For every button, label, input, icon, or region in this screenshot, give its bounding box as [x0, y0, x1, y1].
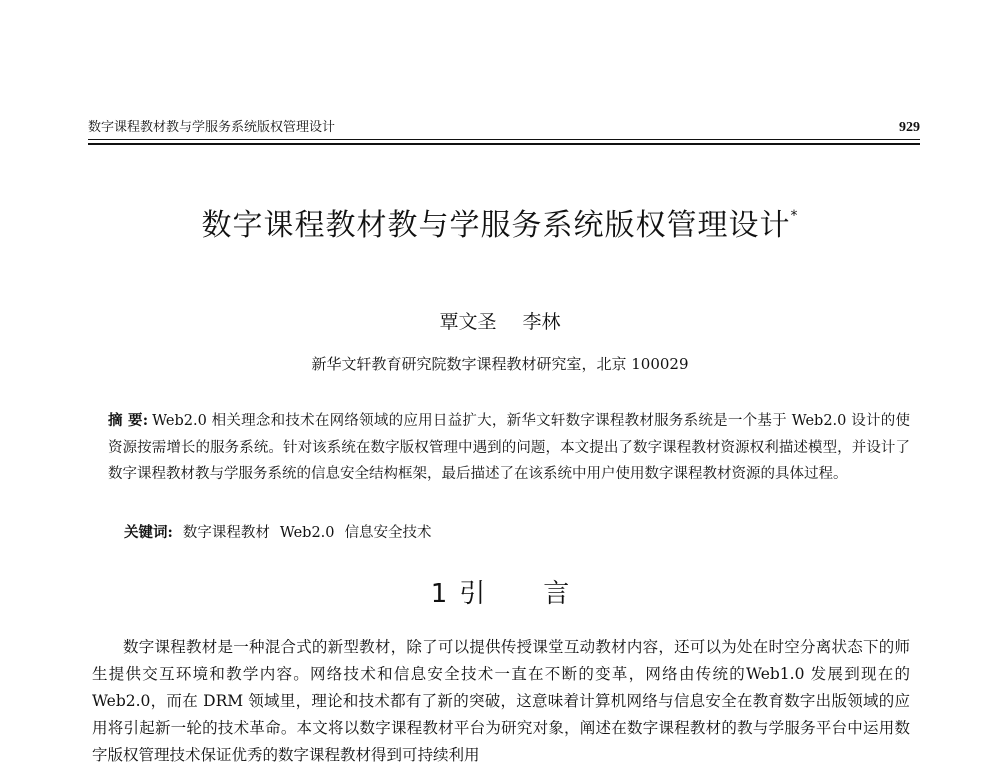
keywords	[124, 520, 904, 546]
author-name: 李林	[522, 311, 561, 333]
paper-title-text: 数字课程教材教与学服务系统版权管理设计	[201, 208, 791, 243]
title-footnote-mark: *	[790, 208, 799, 224]
section-title-char: 言	[543, 579, 570, 609]
keywords-label: 关键词:	[124, 524, 173, 541]
section-number: 1	[430, 579, 448, 609]
abstract-text: Web2.0 相关理念和技术在网络领域的应用日益扩大，新华文轩数字课程教材服务系统是一个基于 Web2.0 设计的使资源按需增长的服务系统。针对该系统在数字版权管理中遇到的问题，本文提出了数字课程教材资源权利描述模型，并设计了数字课程教材教与学服务系统的信息安全结构框架，最后描述了在该系统中用户使用数字课程教材资源的具体过程。	[108, 413, 910, 482]
keyword: Web2.0	[279, 525, 335, 541]
page-number: 929	[899, 120, 920, 135]
paper-title	[0, 200, 1000, 246]
abstract-label: 摘 要:	[108, 412, 149, 429]
keyword: 信息安全技术	[344, 525, 432, 541]
abstract	[108, 408, 910, 488]
section-heading	[0, 577, 1000, 611]
running-head	[88, 118, 920, 138]
header-rule-thin	[88, 139, 920, 140]
section-title-char: 引	[459, 579, 486, 609]
keyword: 数字课程教材	[182, 525, 270, 541]
body-paragraph: 数字课程教材是一种混合式的新型教材，除了可以提供传授课堂互动教材内容，还可以为处在时空分离状态下的师生提供交互环境和教学内容。网络技术和信息安全技术一直在不断的变革，网络由传统的Web1.0 发展到现在的 Web2.0，而在 DRM 领域里，理论和技术都有了新的突破，这意味着计算机网络与信息安全在教育数字出版领域的应用将引起新一轮的技术革命。本文将以数字课程教材平台为研究对象，阐述在数字课程教材的教与学服务平台中运用数字版权管理技术保证优秀的数字课程教材得到可持续利用	[92, 638, 910, 764]
author-name: 覃文圣	[439, 311, 497, 333]
running-head-title: 数字课程教材教与学服务系统版权管理设计	[88, 120, 336, 135]
affiliation: 新华文轩教育研究院数字课程教材研究室，北京 100029	[311, 355, 689, 373]
authors	[0, 308, 1000, 336]
header-rule-thick	[88, 143, 920, 145]
